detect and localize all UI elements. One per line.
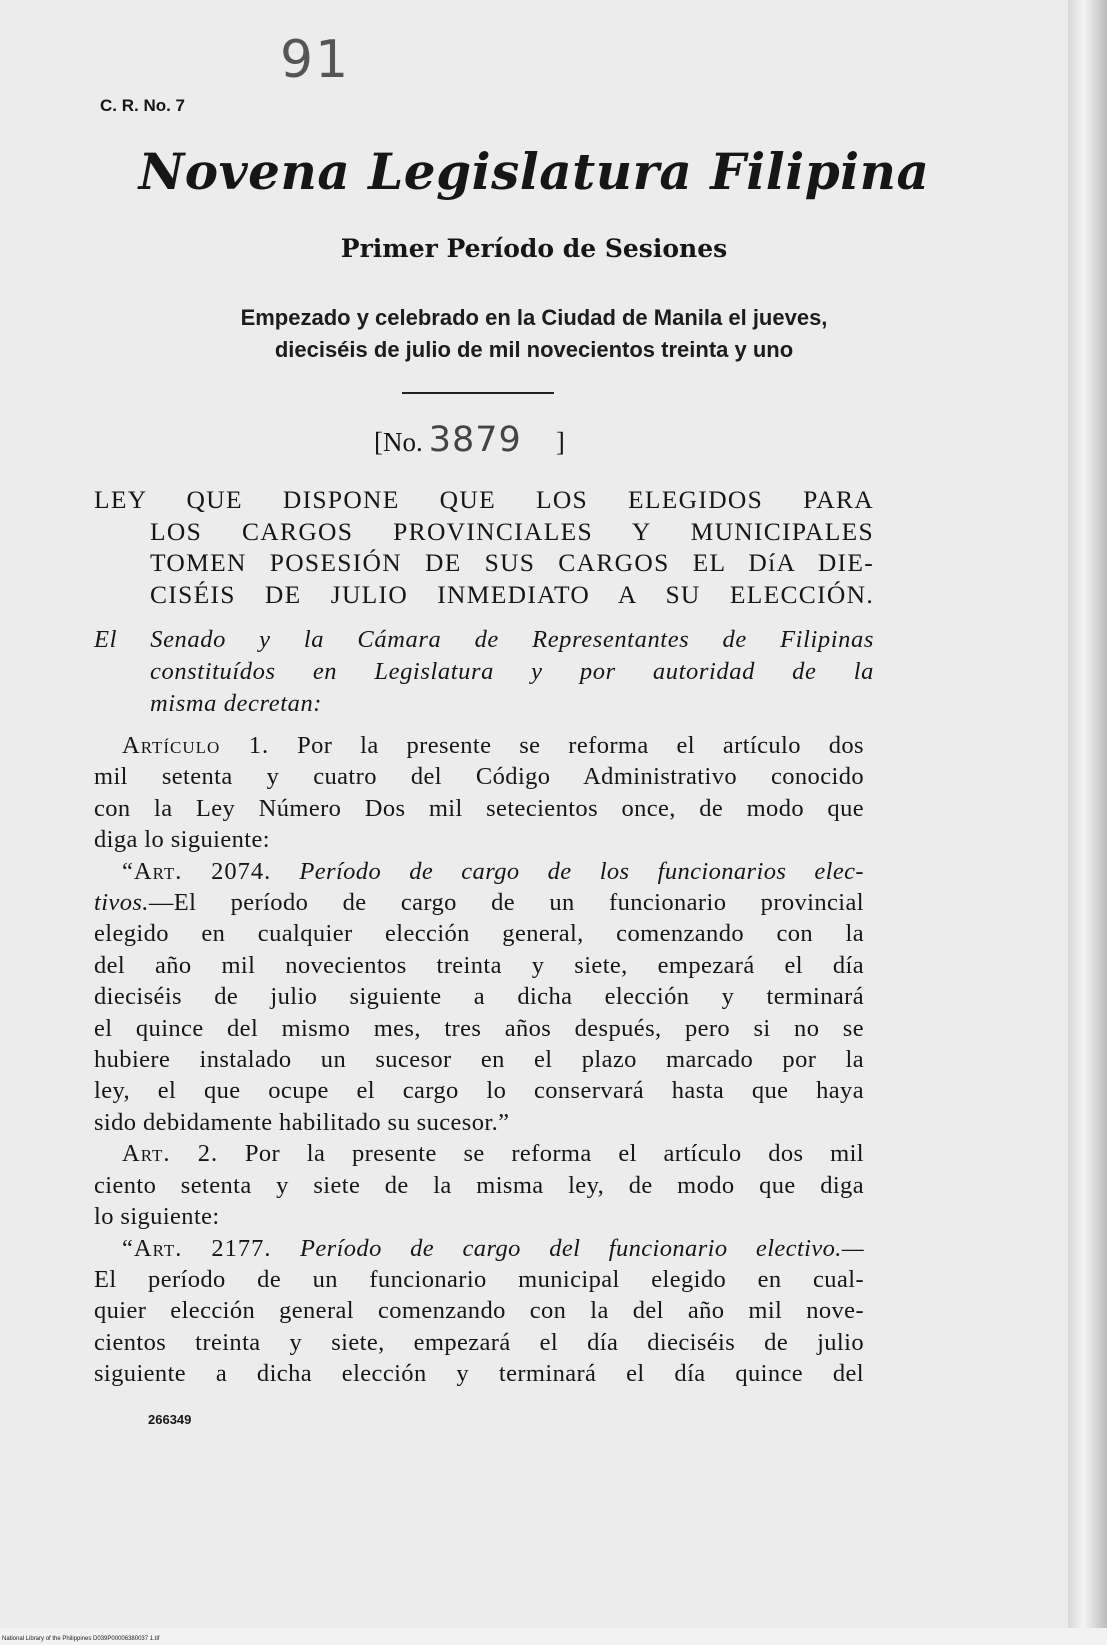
session-subtitle: Primer Período de Sesiones (340, 234, 728, 263)
body-line: sido debidamente habilitado su sucesor.” (94, 1108, 510, 1136)
enacting-line: misma decretan: (150, 690, 323, 717)
body-line: dieciséis de julio siguiente a dicha elección y terminará (94, 983, 864, 1011)
article-heading: Período de cargo del funcionario electivo.— (300, 1234, 864, 1262)
law-title-line: TOMEN POSESIÓN DE SUS CARGOS EL DíA DIE- (150, 548, 874, 577)
law-body (94, 730, 864, 1390)
page-title: Novena Legislatura Filipina (138, 142, 930, 201)
article-heading: tivos. (94, 889, 149, 917)
body-line: con la Ley Número Dos mil setecientos once, de modo que (94, 794, 864, 822)
law-title-line: LEY QUE DISPONE QUE LOS ELEGIDOS PARA (94, 485, 874, 514)
article-label: Art. 2. (122, 1140, 219, 1168)
body-line: ciento setenta y siete de la misma ley, de modo que diga (94, 1171, 864, 1199)
body-line: cientos treinta y siete, empezará el día dieciséis de julio (94, 1328, 864, 1356)
cr-number: C. R. No. 7 (100, 96, 186, 115)
article-heading: Período de cargo de los funcionarios elec- (299, 857, 864, 885)
law-title-line: CISÉIS DE JULIO INMEDIATO A SU ELECCIÓN. (150, 579, 874, 609)
bill-number-value: 3879 (428, 420, 522, 460)
article-label: “Art. 2074. (122, 857, 272, 885)
body-line: el quince del mismo mes, tres años después, pero si no se (94, 1014, 864, 1042)
body-line: elegido en cualquier elección general, comenzando con la (94, 920, 864, 948)
body-line (94, 856, 864, 887)
scan-caption: National Library of the Philippines D039P00006380037 1.tif (2, 1636, 160, 1642)
body-line: ley, el que ocupe el cargo lo conservará hasta que haya (94, 1077, 864, 1105)
body-line: Art. 2. Por la presente se reforma el artículo dos mil (122, 1140, 864, 1168)
body-line: lo siguiente: (94, 1203, 220, 1231)
footer-strip (0, 1628, 1107, 1645)
law-title-line: LOS CARGOS PROVINCIALES Y MUNICIPALES (150, 516, 874, 546)
handwritten-mark: 91 (280, 30, 351, 90)
body-line: siguiente a dicha elección y terminará el día quince del (94, 1360, 864, 1388)
bill-number (374, 420, 565, 460)
enacting-line: constituídos en Legislatura y por autoridad de la (150, 658, 874, 685)
body-line: del año mil novecientos treinta y siete, empezará el día (94, 951, 864, 979)
bill-number-prefix: [No. (374, 427, 423, 457)
bill-number-suffix: ] (555, 427, 565, 457)
article-label: Artículo 1. (122, 732, 270, 759)
body-line: Artículo 1. Por la presente se reforma el artículo dos (122, 732, 864, 759)
law-title (94, 484, 874, 610)
imprint-number: 266349 (148, 1412, 192, 1427)
body-line: diga lo siguiente: (94, 826, 270, 854)
session-date-line-2: dieciséis de julio de mil novecientos treinta y uno (274, 337, 794, 362)
divider-rule (402, 392, 554, 394)
body-line: quier elección general comenzando con la del año mil nove- (94, 1297, 864, 1325)
enacting-line: El Senado y la Cámara de Representantes de Filipinas (94, 626, 874, 653)
body-line: mil setenta y cuatro del Código Administrativo conocido (94, 763, 864, 791)
body-line: El período de un funcionario municipal elegido en cual- (94, 1265, 864, 1293)
enacting-clause (94, 624, 874, 720)
page-edge (1068, 0, 1107, 1645)
body-line: tivos.—El período de cargo de un funcionario provincial (94, 889, 864, 917)
body-line (94, 1233, 864, 1264)
session-date-line-1: Empezado y celebrado en la Ciudad de Manila el jueves, (240, 305, 828, 330)
article-label: “Art. 2177. (122, 1234, 272, 1262)
body-line: hubiere instalado un sucesor en el plazo marcado por la (94, 1046, 864, 1074)
